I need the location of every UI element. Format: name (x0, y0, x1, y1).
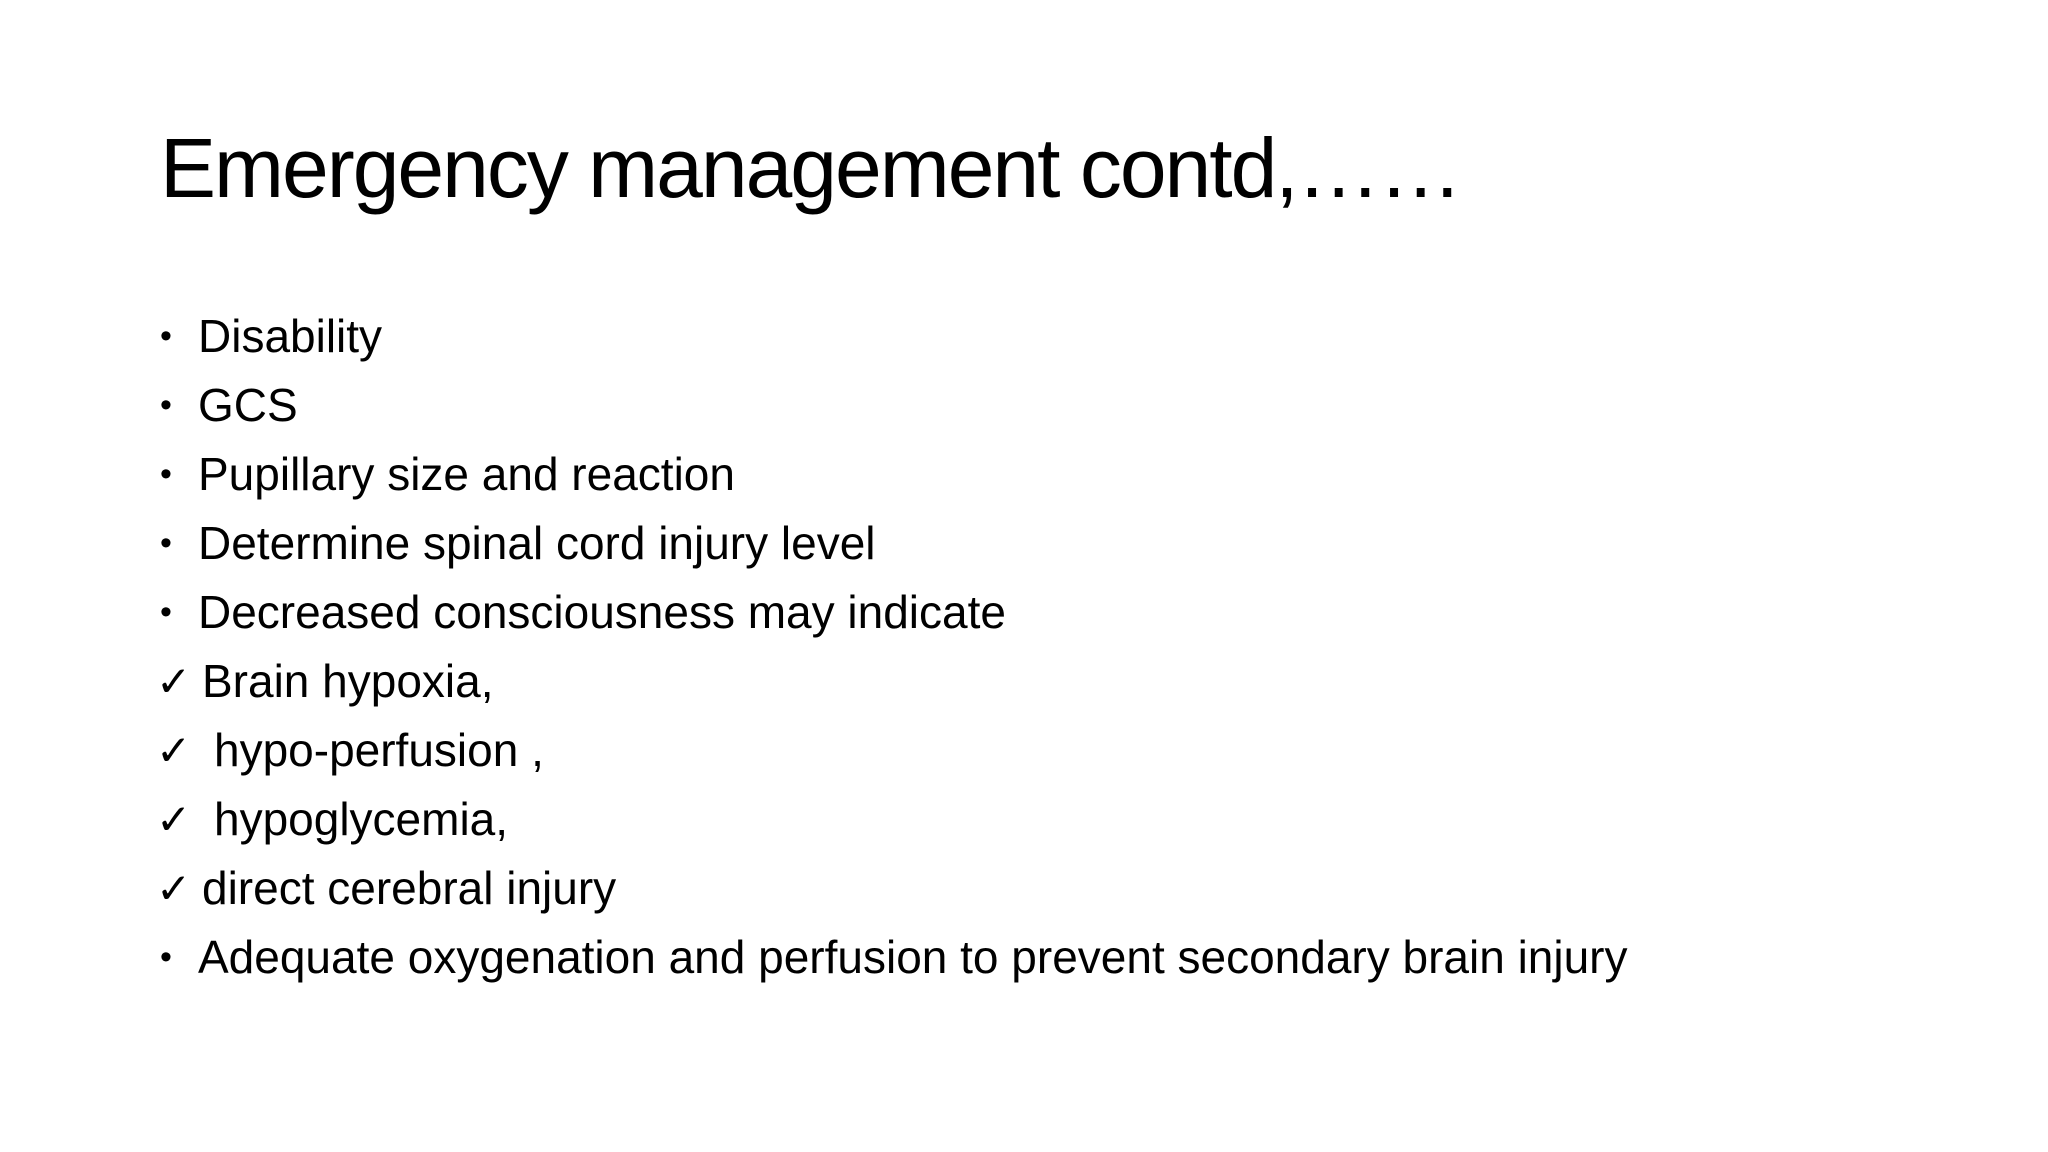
bullet-icon: • (160, 524, 172, 562)
bullet-icon: • (160, 455, 172, 493)
bullet-icon: • (160, 938, 172, 976)
list-item-text: GCS (198, 379, 298, 431)
bullet-icon: • (160, 386, 172, 424)
list-item-text: Pupillary size and reaction (198, 448, 735, 500)
list-item-text: hypo-perfusion , (214, 724, 544, 776)
list-item-text: direct cerebral injury (202, 862, 617, 914)
list-item-text: Determine spinal cord injury level (198, 517, 876, 569)
bullet-icon: • (160, 593, 172, 631)
list-item-text: Decreased consciousness may indicate (198, 586, 1006, 638)
checkmark-icon: ✓ (156, 726, 192, 775)
list-item-text: Brain hypoxia, (202, 655, 494, 707)
list-item-text: Disability (198, 310, 383, 362)
list-item-text: hypoglycemia, (214, 793, 509, 845)
checkmark-icon: ✓ (156, 864, 192, 913)
list-item-text: Adequate oxygenation and perfusion to prevent secondary brain injury (198, 931, 1628, 983)
slide-title: Emergency management contd,…… (160, 121, 1461, 215)
checkmark-icon: ✓ (156, 795, 192, 844)
bullet-icon: • (160, 317, 172, 355)
checkmark-icon: ✓ (156, 657, 192, 706)
